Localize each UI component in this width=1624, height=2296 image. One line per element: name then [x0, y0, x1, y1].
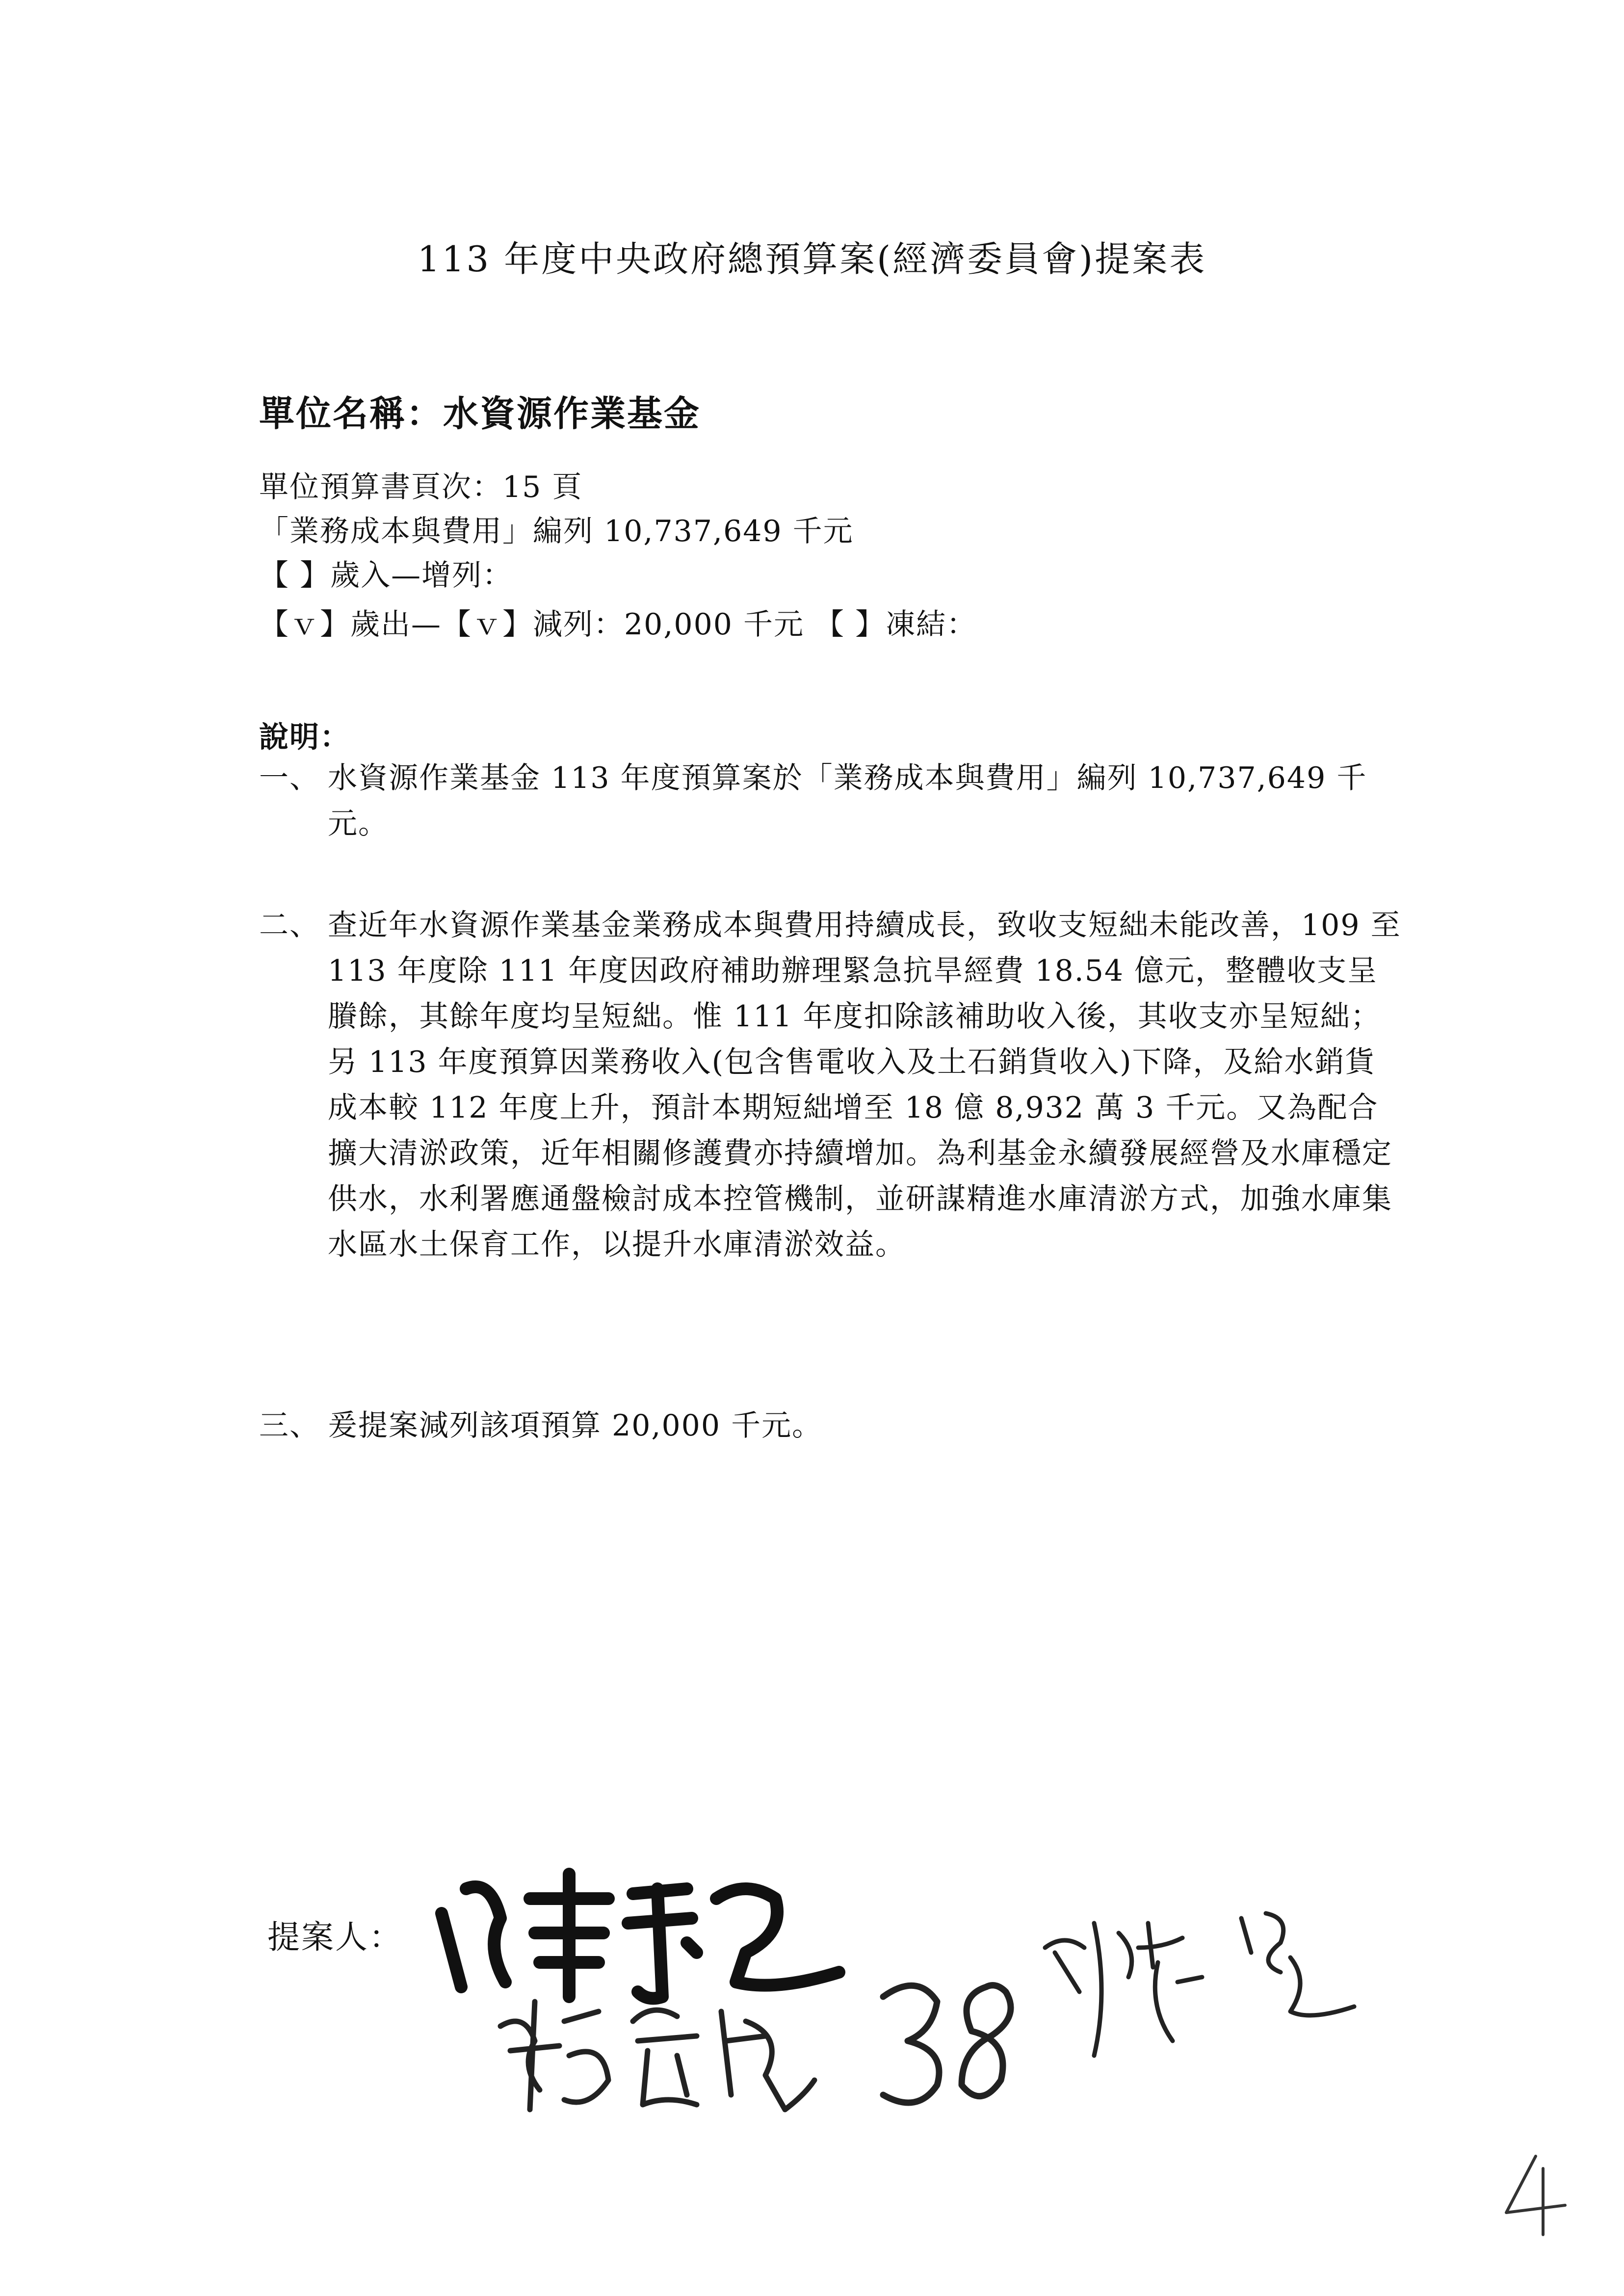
item-text: 查近年水資源作業基金業務成本與費用持續成長，致收支短絀未能改善，109 至 113 年度除 111 年度因政府補助辦理緊急抗旱經費 18.54 億元，整體收支呈賸餘，其餘年度均呈短絀。惟 111 年度扣除該補助收入後，其收支亦呈短絀；另 113 年度預算因業務收入(包含售電收入及土石銷貨收入)下降，及給水銷貨成本較 112 年度上升，預計本期短絀增至 18 億 8,932 萬 3 千元。又為配合擴大清淤政策，近年相關修護費亦持續增加。為利基金永續發展經營及水庫穩定供水，水利署應通盤檢討成本控管機制，並研謀精進水庫清淤方式，加強水庫集水區水土保育工作，以提升水庫清淤效益。 [328, 908, 1401, 1262]
item-number: 一、 [259, 761, 320, 795]
budget-page-line: 單位預算書頁次：15 頁 [259, 470, 583, 504]
allocation-line: 「業務成本與費用」編列 10,737,649 千元 [259, 514, 854, 548]
revenue-line: 【 】歲入—增列： [259, 558, 513, 593]
proposer-label: 提案人： [267, 1918, 403, 1956]
item-number: 三、 [259, 1409, 320, 1443]
item-number: 二、 [259, 908, 320, 942]
handwritten-number [873, 1967, 1030, 2119]
explanation-item-1 [259, 756, 1402, 847]
explanation-heading: 說明： [259, 720, 350, 755]
item-text: 爰提案減列該項預算 20,000 千元。 [328, 1409, 823, 1443]
explanation-item-2 [259, 903, 1402, 1268]
explanation-item-3 [259, 1403, 1402, 1449]
handwritten-page-number [1496, 2149, 1575, 2242]
handwritten-signature-2 [491, 1982, 824, 2124]
document-title: 113 年度中央政府總預算案(經濟委員會)提案表 [417, 238, 1207, 280]
item-text: 水資源作業基金 113 年度預算案於「業務成本與費用」編列 10,737,649 千元。 [328, 761, 1367, 841]
expenditure-line: 【ｖ】歲出—【ｖ】減列：20,000 千元 【 】凍結： [259, 607, 977, 642]
unit-name: 單位名稱：水資源作業基金 [259, 393, 701, 434]
handwritten-signature-3 [1035, 1894, 1369, 2080]
